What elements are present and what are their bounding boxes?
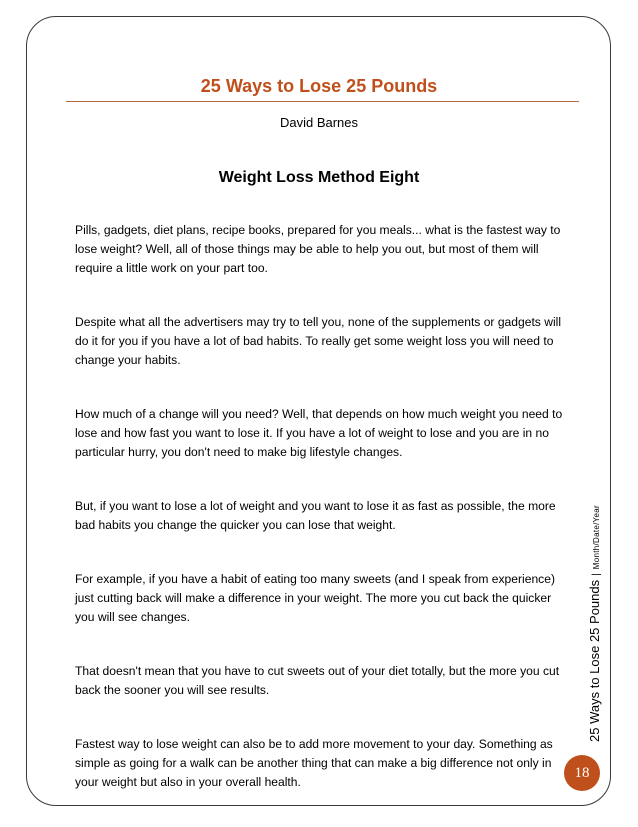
document-title: 25 Ways to Lose 25 Pounds xyxy=(200,76,438,96)
page-number-badge xyxy=(564,755,600,791)
paragraph: That doesn't mean that you have to cut sweets out of your diet totally, but the more you cut back the sooner you will see results. xyxy=(75,664,560,697)
title-divider xyxy=(66,101,579,102)
side-date: Month/Date/Year xyxy=(592,505,601,570)
body-text xyxy=(75,221,570,827)
paragraph: Despite what all the advertisers may try to tell you, none of the supplements or gadgets will do it for you if you have a lot of bad habits. To really get some weight loss you will need to change your habits. xyxy=(75,315,562,367)
side-header xyxy=(584,460,606,742)
paragraph: Fastest way to lose weight can also be to add more movement to your day. Something as simple as going for a walk can be another thing that can make a big difference not only in your weight but also in your overall health. xyxy=(75,737,553,789)
paragraph: Pills, gadgets, diet plans, recipe books, prepared for you meals... what is the fastest way to lose weight? Well, all of those things may be able to help you out, but most of them will require a little work on your part too. xyxy=(75,223,561,275)
paragraph: But, if you want to lose a lot of weight and you want to lose it as fast as possible, the more bad habits you change the quicker you can lose that weight. xyxy=(75,499,556,532)
paragraph: How much of a change will you need? Well, that depends on how much weight you need to lose and how fast you want to lose it. If you have a lot of weight to lose and you are in no particular hurry, you don't need to make big lifestyle changes. xyxy=(75,407,563,459)
side-separator: | xyxy=(591,573,602,576)
page-number: 18 xyxy=(574,764,590,781)
side-title: 25 Ways to Lose 25 Pounds xyxy=(587,579,602,742)
paragraph: For example, if you have a habit of eating too many sweets (and I speak from experience) just cutting back will make a difference in your weight. The more you cut back the quicker you will see changes. xyxy=(75,572,555,624)
side-header-text xyxy=(587,505,610,742)
author-name: David Barnes xyxy=(279,115,359,130)
section-heading: Weight Loss Method Eight xyxy=(218,169,420,186)
